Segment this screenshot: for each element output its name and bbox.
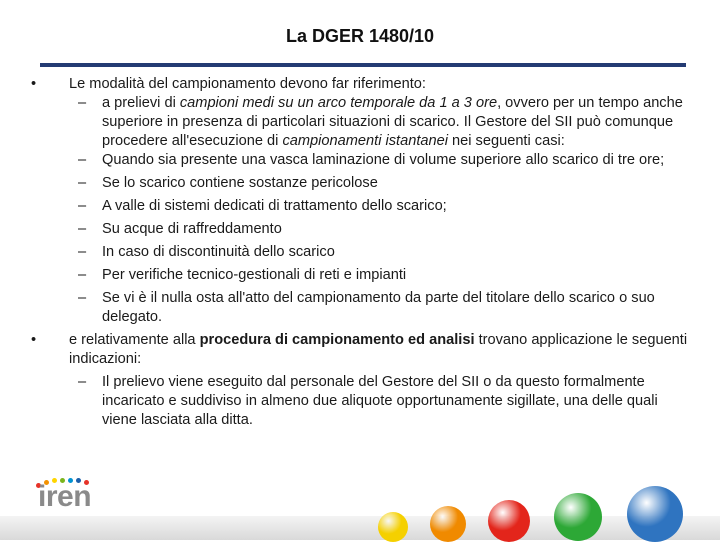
sub-item <box>28 94 692 151</box>
dash-marker: – <box>78 221 87 237</box>
dash-marker: – <box>78 95 87 111</box>
slide-title: La DGER 1480/10 <box>285 26 435 46</box>
case-text: In caso di discontinuità dello scarico <box>102 244 335 260</box>
slide-body <box>28 75 692 430</box>
case-text: Se lo scarico contiene sostanze pericolose <box>102 175 378 191</box>
case-text: A valle di sistemi dedicati di trattamento dello scarico; <box>102 198 447 214</box>
decor-ball <box>554 493 602 541</box>
case-text: Se vi è il nulla osta all'atto del campionamento da parte del titolare dello scarico o suo delegato. <box>102 290 655 325</box>
case-text: Quando sia presente una vasca laminazione di volume superiore allo scarico di tre ore; <box>102 152 665 168</box>
case-text: Su acque di raffreddamento <box>102 221 282 237</box>
case-item <box>28 174 692 193</box>
dash-marker: – <box>78 175 87 191</box>
sub-item <box>28 373 692 430</box>
case-text: Per verifiche tecnico-gestionali di reti e impianti <box>102 267 407 283</box>
iren-logo: iren <box>38 480 92 513</box>
bullet-item <box>28 75 692 94</box>
bullet-marker: • <box>31 76 37 92</box>
dash-marker: – <box>78 198 87 214</box>
case-item <box>28 197 692 216</box>
dash-marker: – <box>78 374 87 390</box>
bullet-text: e relativamente alla procedura di campionamento ed analisi trovano applicazione le seguenti indicazioni: <box>69 332 688 367</box>
footer-band <box>0 516 720 540</box>
bullet-marker: • <box>31 332 37 348</box>
title-divider <box>40 63 686 67</box>
decor-ball <box>488 500 530 542</box>
dash-marker: – <box>78 267 87 283</box>
dash-marker: – <box>78 244 87 260</box>
sub-item-text: a prelievi di campioni medi su un arco temporale da 1 a 3 ore, ovvero per un tempo anche superiore in presenza di particolari situazioni di scarico. Il Gestore del SII può comunque procedere all'esecuzione di campionamenti istantanei nei seguenti casi: <box>102 95 683 149</box>
decor-ball <box>430 506 466 542</box>
decor-ball <box>378 512 408 542</box>
decor-ball <box>627 486 683 542</box>
bullet-item <box>28 331 692 369</box>
dash-marker: – <box>78 290 87 306</box>
case-item <box>28 243 692 262</box>
bullet-text: Le modalità del campionamento devono far riferimento: <box>69 76 426 92</box>
sub-item-text: Il prelievo viene eseguito dal personale del Gestore del SII o da questo formalmente incaricato e suddiviso in almeno due aliquote opportunamente sigillate, una delle quali viene lasciata alla ditta. <box>102 374 658 428</box>
dash-marker: – <box>78 152 87 168</box>
case-item <box>28 220 692 239</box>
case-item <box>28 151 692 170</box>
case-item <box>28 289 692 327</box>
case-item <box>28 266 692 285</box>
